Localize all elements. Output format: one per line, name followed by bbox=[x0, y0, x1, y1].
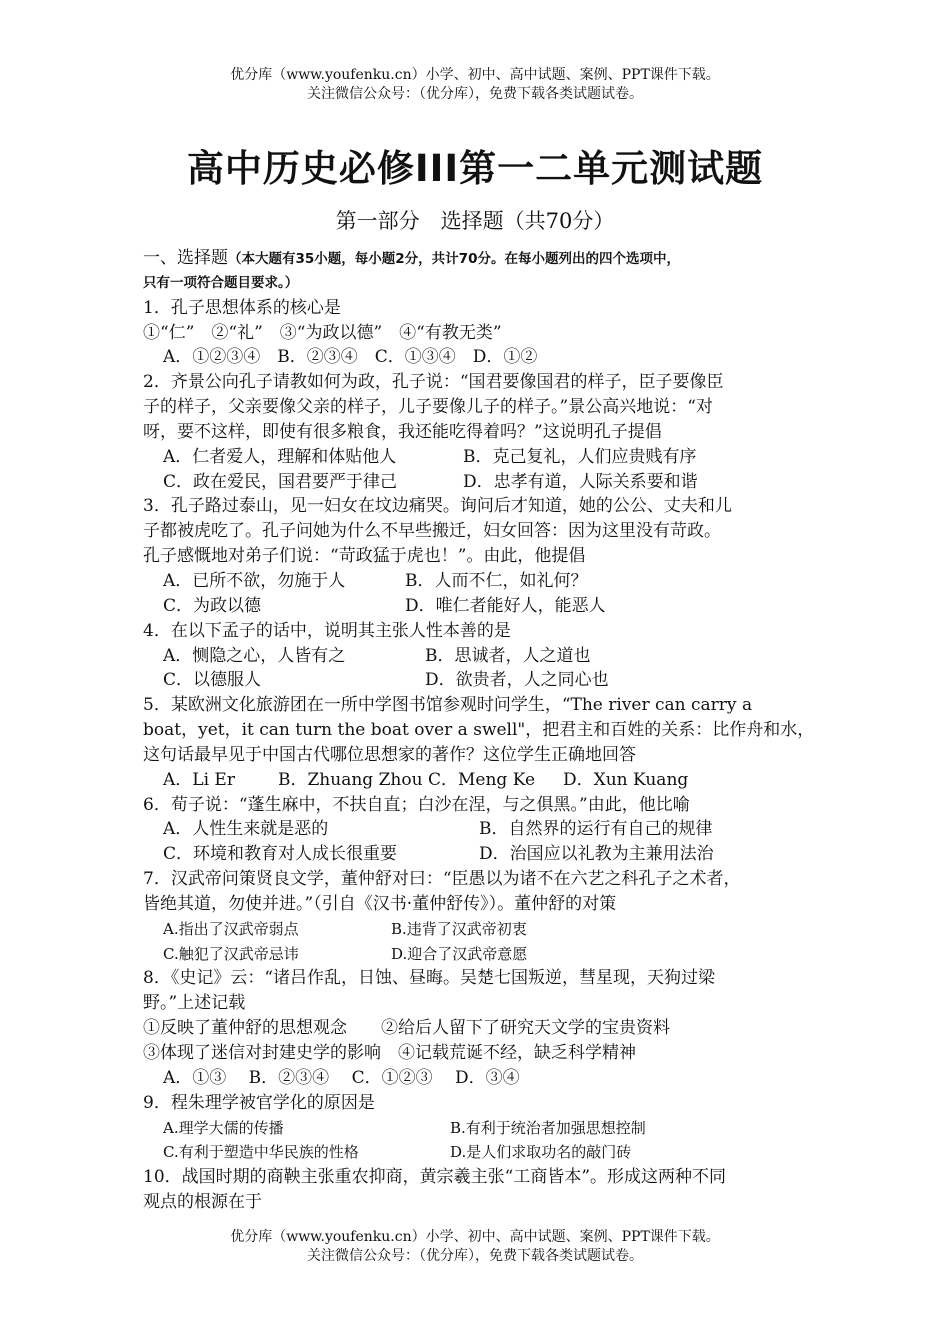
q2-options-ab bbox=[143, 445, 823, 470]
part-subtitle: 第一部分 选择题（共70分） bbox=[335, 209, 615, 233]
q1-items: ①“仁” ②“礼” ③“为政以德” ④“有教无类” bbox=[143, 322, 502, 343]
q7-option-d: D.迎合了汉武帝意愿 bbox=[391, 944, 528, 963]
q7-stem-2: 皆绝其道，勿使并进。”（引自《汉书·董仲舒传》）。董仲舒的对策 bbox=[143, 893, 617, 914]
q8-stem-2: 野。”上述记载 bbox=[143, 993, 246, 1014]
q7-option-b: B.违背了汉武帝初衷 bbox=[391, 919, 527, 938]
document-title: 高中历史必修III第一二单元测试题 bbox=[186, 147, 764, 190]
q8-item-1: ①反映了董仲舒的思想观念 ②给后人留下了研究天文学的宝贵资料 bbox=[143, 1018, 670, 1039]
q4-options-ab bbox=[143, 644, 823, 669]
q2-stem-3: 呀，要不这样，即使有很多粮食，我还能吃得着吗？”这说明孔子提倡 bbox=[143, 421, 662, 442]
question-content bbox=[143, 246, 823, 1215]
q9-stem: 9．程朱理学被官学化的原因是 bbox=[143, 1092, 375, 1113]
q1-stem: 1．孔子思想体系的核心是 bbox=[143, 297, 341, 318]
q3-stem-1: 3．孔子路过泰山，见一妇女在坟边痛哭。询问后才知道，她的公公、丈夫和儿 bbox=[143, 496, 732, 517]
q2-stem-2: 子的样子，父亲要像父亲的样子，儿子要像儿子的样子。”景公高兴地说：“对 bbox=[143, 397, 713, 418]
q4-option-d: D．欲贵者，人之同心也 bbox=[425, 670, 609, 691]
q7-stem-1: 7．汉武帝问策贤良文学，董仲舒对曰：“臣愚以为诸不在六艺之科孔子之术者， bbox=[143, 869, 741, 890]
q9-option-a: A.理学大儒的传播 bbox=[163, 1118, 284, 1137]
q6-option-c: C．环境和教育对人成长很重要 bbox=[163, 844, 398, 865]
q6-option-d: D．治国应以礼教为主兼用法治 bbox=[479, 844, 714, 865]
q6-stem: 6．荀子说：“蓬生麻中，不扶自直；白沙在涅，与之俱黑。”由此，他比喻 bbox=[143, 794, 690, 815]
footer-line-2: 关注微信公众号：（优分库），免费下载各类试题试卷。 bbox=[307, 1248, 643, 1264]
q4-options-cd bbox=[143, 668, 823, 693]
q10-stem-2: 观点的根源在于 bbox=[143, 1192, 262, 1213]
q9-option-c: C.有利于塑造中华民族的性格 bbox=[163, 1143, 359, 1162]
section-note-a: （本大题有35小题，每小题2分，共计70分。在每小题列出的四个选项中， bbox=[228, 251, 680, 267]
page-footer bbox=[0, 1228, 950, 1266]
section-note-b: 只有一项符合题目要求。） bbox=[143, 274, 299, 291]
q9-option-b: B.有利于统治者加强思想控制 bbox=[450, 1118, 646, 1137]
q5-option-c: C．Meng Ke bbox=[428, 769, 536, 790]
q7-option-c: C.触犯了汉武帝忌讳 bbox=[163, 944, 299, 963]
q5-stem-2: boat，yet，it can turn the boat over a swell"，把君主和百姓的关系：比作舟和水， bbox=[143, 720, 815, 741]
q2-stem-1: 2．齐景公向孔子请教如何为政，孔子说：“国君要像国君的样子，臣子要像臣 bbox=[143, 372, 724, 393]
header-line-2: 关注微信公众号：（优分库），免费下载各类试题试卷。 bbox=[307, 86, 643, 102]
q8-options: A．①③ B．②③④ C．①②③ D．③④ bbox=[163, 1067, 520, 1088]
q4-option-b: B．思诚者，人之道也 bbox=[425, 645, 591, 666]
q7-options-cd bbox=[143, 942, 823, 967]
q3-option-d: D．唯仁者能好人，能恶人 bbox=[405, 595, 606, 616]
q3-stem-2: 子都被虎吃了。孔子问她为什么不早些搬迁，妇女回答：因为这里没有苛政。 bbox=[143, 521, 721, 542]
q6-options-cd bbox=[143, 842, 823, 867]
q2-option-b: B．克己复礼，人们应贵贱有序 bbox=[463, 446, 697, 467]
q3-option-b: B．人而不仁，如礼何？ bbox=[405, 570, 588, 591]
q5-option-b: B．Zhuang Zhou bbox=[278, 769, 423, 790]
q9-options-cd bbox=[143, 1140, 823, 1165]
q5-option-d: D．Xun Kuang bbox=[563, 769, 689, 790]
q2-options-cd bbox=[143, 470, 823, 495]
q4-stem: 4．在以下孟子的话中，说明其主张人性本善的是 bbox=[143, 620, 511, 641]
q3-option-c: C．为政以德 bbox=[163, 595, 262, 616]
q5-option-a: A．Li Er bbox=[163, 769, 235, 790]
q9-options-ab bbox=[143, 1116, 823, 1141]
q7-option-a: A.指出了汉武帝弱点 bbox=[163, 919, 299, 938]
q6-option-a: A．人性生来就是恶的 bbox=[163, 819, 329, 840]
section-heading-line bbox=[143, 246, 823, 271]
q8-stem-1: 8．《史记》云：“诸吕作乱，日蚀、昼晦。吴楚七国叛逆，彗星现，天狗过梁 bbox=[143, 968, 716, 989]
q2-option-d: D．忠孝有道，人际关系要和谐 bbox=[463, 471, 698, 492]
q4-option-c: C．以德服人 bbox=[163, 670, 262, 691]
q3-option-a: A．已所不欲，勿施于人 bbox=[163, 570, 346, 591]
q5-stem-1: 5．某欧洲文化旅游团在一所中学图书馆参观时问学生，“The river can carry a bbox=[143, 695, 753, 716]
q4-option-a: A．恻隐之心，人皆有之 bbox=[163, 645, 346, 666]
q8-item-2: ③体现了迷信对封建史学的影响 ④记载荒诞不经，缺乏科学精神 bbox=[143, 1043, 636, 1063]
page-header bbox=[0, 66, 950, 104]
q3-stem-3: 孔子感慨地对弟子们说：“苛政猛于虎也！”。由此，他提倡 bbox=[143, 546, 586, 567]
q2-option-a: A．仁者爱人，理解和体贴他人 bbox=[163, 446, 397, 467]
q6-option-b: B．自然界的运行有自己的规律 bbox=[479, 819, 713, 840]
q5-options bbox=[143, 768, 823, 793]
section-heading: 一、选择题 bbox=[143, 248, 228, 268]
footer-line-1: 优分库（www.youfenku.cn）小学、初中、高中试题、案例、PPT课件下载。 bbox=[230, 1229, 720, 1245]
q2-option-c: C．政在爱民，国君要严于律己 bbox=[163, 471, 398, 492]
header-line-1: 优分库（www.youfenku.cn）小学、初中、高中试题、案例、PPT课件下载。 bbox=[230, 67, 720, 83]
q3-options-cd bbox=[143, 594, 823, 619]
q6-options-ab bbox=[143, 817, 823, 842]
q9-option-d: D.是人们求取功名的敲门砖 bbox=[450, 1143, 632, 1162]
q3-options-ab bbox=[143, 569, 823, 594]
q10-stem-1: 10．战国时期的商鞅主张重农抑商，黄宗羲主张“工商皆本”。形成这两种不同 bbox=[143, 1167, 727, 1188]
q7-options-ab bbox=[143, 917, 823, 942]
q1-options: A．①②③④ B．②③④ C．①③④ D．①② bbox=[163, 347, 538, 368]
q5-stem-3: 这句话最早见于中国古代哪位思想家的著作？这位学生正确地回答 bbox=[143, 744, 636, 765]
